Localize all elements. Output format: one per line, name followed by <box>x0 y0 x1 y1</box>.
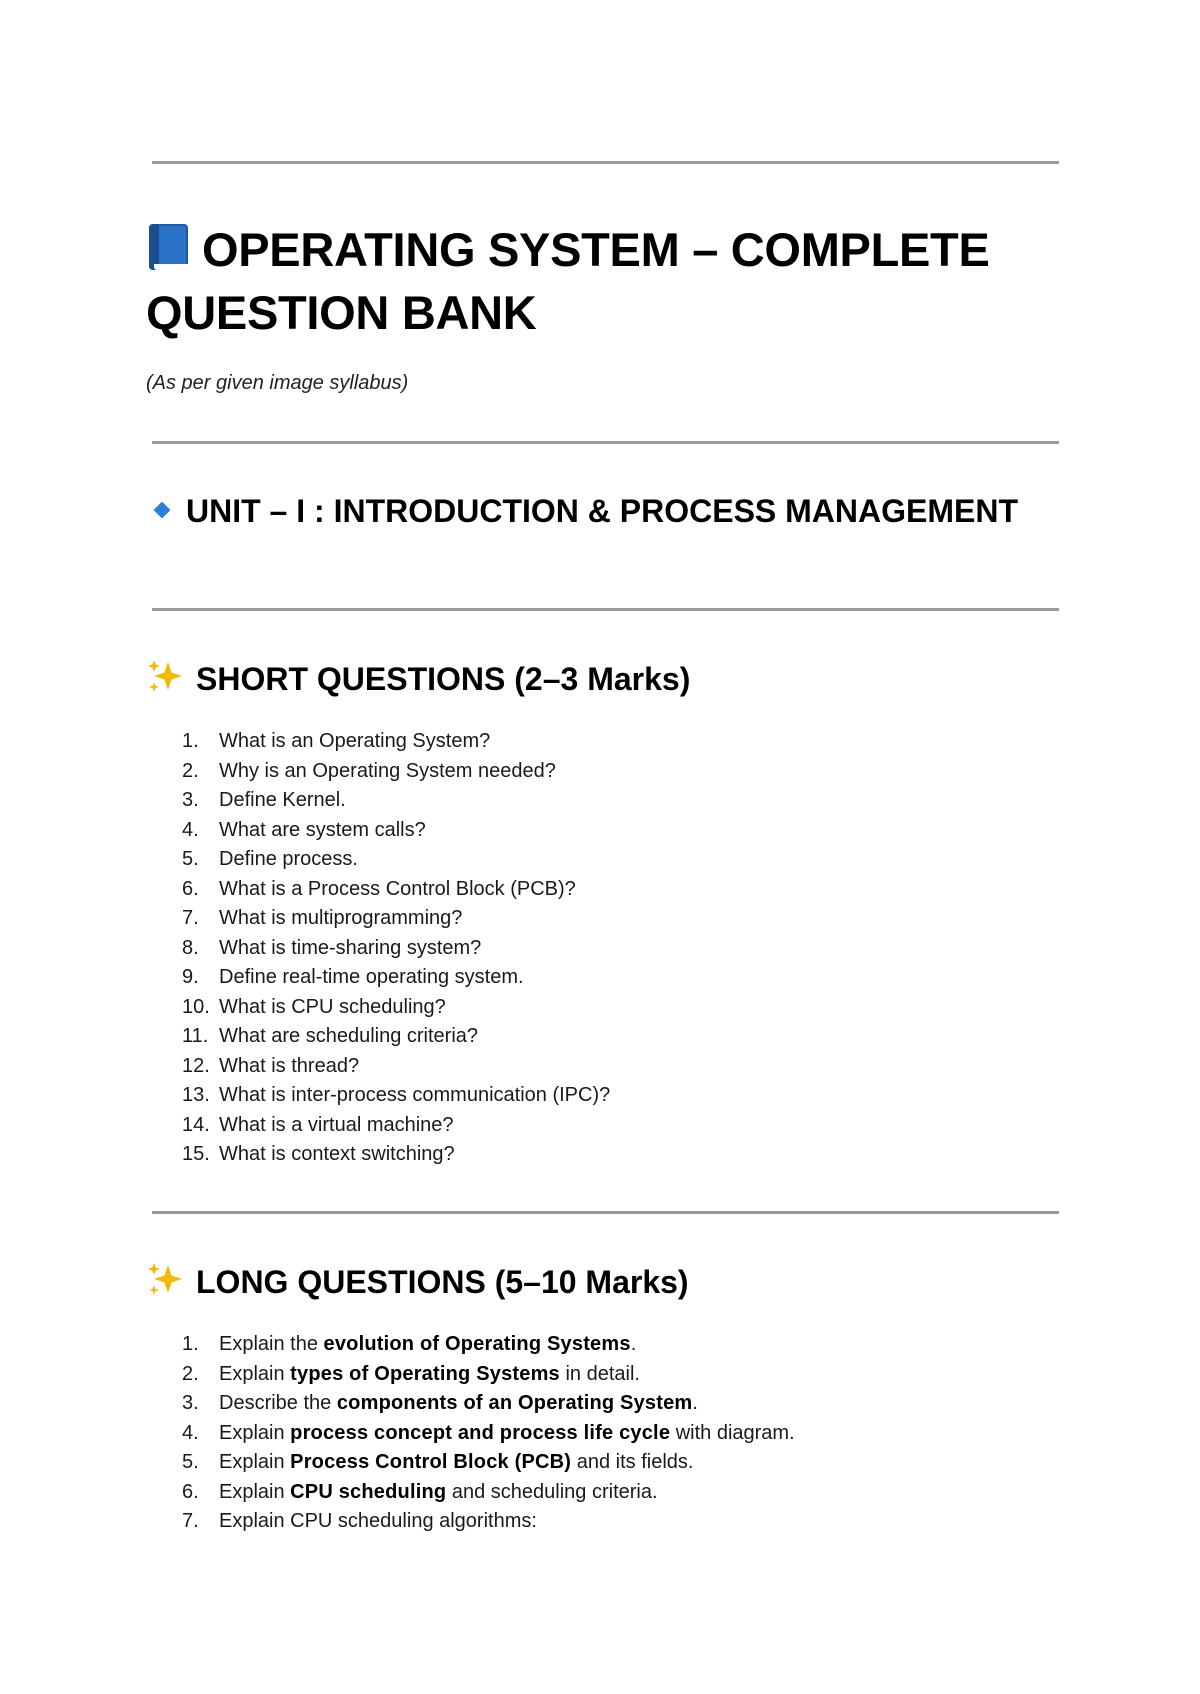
horizontal-rule <box>152 161 1059 164</box>
list-item-text-post: . <box>630 1333 637 1355</box>
list-item-text-post: in detail. <box>559 1362 640 1385</box>
long-questions-heading <box>146 1261 689 1303</box>
list-item-text: What are scheduling criteria? <box>219 1025 479 1047</box>
list-item-number: 12. <box>182 1054 210 1077</box>
list-item-text <box>219 1507 537 1537</box>
list-item-text: What is inter-process communication (IPC)? <box>219 1084 611 1106</box>
list-item-text-bold: Process Control Block (PCB) <box>290 1451 572 1473</box>
list-item-text <box>219 1360 640 1390</box>
list-item-number: 13. <box>182 1084 210 1106</box>
sparkles-icon <box>146 1261 186 1297</box>
list-item-number: 2. <box>182 759 199 782</box>
list-item-text: What are system calls? <box>219 818 426 841</box>
list-item-text-bold: process concept and process life cycle <box>290 1421 671 1444</box>
list-item-number: 3. <box>182 789 199 811</box>
list-item-text: Define Kernel. <box>219 789 346 811</box>
short-questions-heading-text: SHORT QUESTIONS (2–3 Marks) <box>196 661 691 697</box>
list-item-number: 7. <box>182 1510 199 1532</box>
list-item-text <box>219 1330 636 1360</box>
list-item-text: Define process. <box>219 848 358 870</box>
blue-book-icon <box>146 224 190 272</box>
list-item-text-post: and scheduling criteria. <box>446 1480 658 1503</box>
list-item-number: 3. <box>182 1392 199 1414</box>
list-item-number: 10. <box>182 995 210 1018</box>
small-blue-diamond-icon <box>154 502 171 519</box>
list-item-number: 11. <box>182 1025 209 1047</box>
list-item-text-post: and its fields. <box>571 1451 694 1473</box>
list-item-text: What is CPU scheduling? <box>219 995 446 1018</box>
list-item-text-bold: CPU scheduling <box>290 1480 447 1503</box>
long-questions-heading-text: LONG QUESTIONS (5–10 Marks) <box>196 1264 689 1300</box>
list-item-text-bold: components of an Operating System <box>336 1392 693 1414</box>
list-item-text-pre: Explain <box>219 1421 291 1444</box>
short-questions-heading <box>146 658 690 700</box>
list-item-text <box>219 1389 698 1419</box>
horizontal-rule <box>152 1211 1059 1214</box>
list-item-number: 5. <box>182 1451 199 1473</box>
list-item-number: 8. <box>182 936 199 959</box>
unit-heading <box>146 488 1076 535</box>
list-item-text-post: with diagram. <box>670 1421 795 1444</box>
list-item-number: 1. <box>182 1333 199 1355</box>
list-item-number: 6. <box>182 877 199 900</box>
document-title <box>146 218 1076 344</box>
list-item-text: Why is an Operating System needed? <box>219 759 556 782</box>
list-item-text-bold: types of Operating Systems <box>290 1362 560 1385</box>
list-item-text-pre: Explain <box>219 1451 291 1473</box>
list-item-text: What is context switching? <box>219 1143 455 1165</box>
list-item-number: 7. <box>182 907 199 929</box>
horizontal-rule <box>152 608 1059 611</box>
list-item-text: What is an Operating System? <box>219 730 491 752</box>
list-item-text: What is a Process Control Block (PCB)? <box>219 877 576 900</box>
list-item-text-bold: evolution of Operating Systems <box>323 1333 631 1355</box>
list-item-text: What is time-sharing system? <box>219 936 482 959</box>
list-item-text: What is a virtual machine? <box>219 1113 454 1136</box>
list-item-text-pre: Describe the <box>219 1392 337 1414</box>
list-item-number: 14. <box>182 1113 210 1136</box>
unit-heading-text: UNIT – I : INTRODUCTION & PROCESS MANAGEMENT <box>186 493 1019 529</box>
document-subtitle: (As per given image syllabus) <box>146 372 409 394</box>
list-item-number: 6. <box>182 1480 199 1503</box>
list-item-text-pre: Explain <box>219 1362 291 1385</box>
list-item-number: 9. <box>182 966 199 988</box>
sparkles-icon <box>146 658 186 694</box>
list-item-text: Define real-time operating system. <box>219 966 524 988</box>
list-item-number: 5. <box>182 848 199 870</box>
list-item-text-post: . <box>692 1392 698 1414</box>
list-item-number: 15. <box>182 1143 210 1165</box>
list-item-text: What is multiprogramming? <box>219 907 463 929</box>
list-item-text-pre: Explain <box>219 1480 291 1503</box>
list-item-text-pre: Explain the <box>219 1333 324 1355</box>
list-item-number: 4. <box>182 818 199 841</box>
list-item-number: 4. <box>182 1421 199 1444</box>
list-item-text <box>219 1419 795 1449</box>
document-title-text: OPERATING SYSTEM – COMPLETE QUESTION BANK <box>146 223 990 339</box>
list-item-text: What is thread? <box>219 1054 360 1077</box>
list-item-text <box>219 1448 693 1478</box>
list-item-number: 1. <box>182 730 199 752</box>
horizontal-rule <box>152 441 1059 444</box>
list-item-number: 2. <box>182 1362 199 1385</box>
list-item-text-pre: Explain CPU scheduling algorithms: <box>219 1510 537 1532</box>
list-item-text <box>219 1478 658 1508</box>
